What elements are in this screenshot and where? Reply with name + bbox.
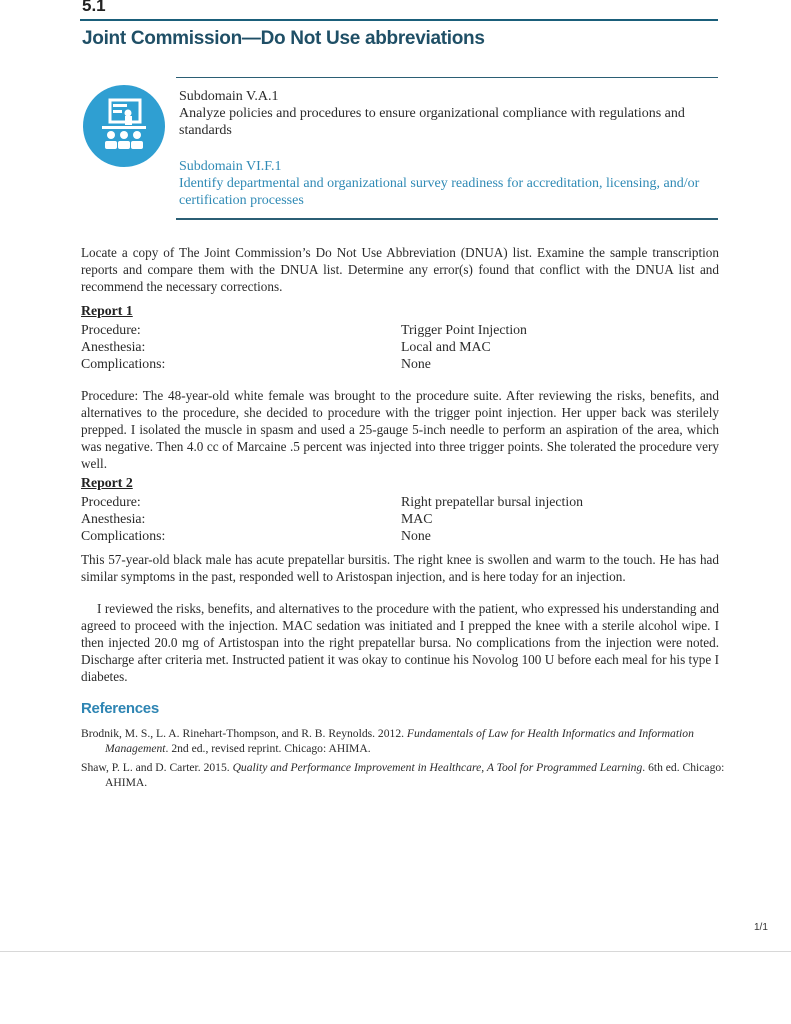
subdomain-top-divider: [176, 77, 718, 78]
field-label: Procedure:: [81, 322, 141, 337]
field-label: Anesthesia:: [81, 511, 146, 526]
subdomain-bottom-divider: [176, 218, 718, 220]
reference-authors: Brodnik, M. S., L. A. Rinehart-Thompson, and R. B. Reynolds. 2012.: [81, 727, 407, 740]
subdomain-block: [179, 88, 709, 139]
field-label: Procedure:: [81, 494, 141, 509]
report-2-heading: Report 2: [81, 475, 133, 490]
section-number: 5.1: [82, 0, 106, 15]
field-value: Right prepatellar bursal injection: [401, 494, 583, 509]
report-1-fields: [81, 321, 721, 372]
reference-entry: [81, 760, 745, 790]
field-label: Complications:: [81, 528, 166, 543]
reference-title: Fundamentals of Law for Health Informatics and Information Management: [105, 727, 694, 755]
reference-entry: [81, 726, 745, 756]
field-row: [81, 527, 721, 544]
page-bottom-edge: [0, 951, 791, 952]
field-row: [81, 493, 721, 510]
subdomain-text: Analyze policies and procedures to ensure organizational compliance with regulations and standards: [179, 106, 685, 138]
reference-publication: . 6th ed. Chicago: AHIMA.: [105, 761, 725, 789]
classroom-presentation-icon: [83, 85, 165, 167]
report-2-fields: [81, 493, 721, 544]
field-row: [81, 338, 721, 355]
report-1-body: Procedure: The 48-year-old white female was brought to the procedure suite. After reviewing the risks, benefits, and alternatives to the procedure, she decided to procedure with the trigger point injection. Her upper back was sterilely prepped. I isolated the muscle in spasm and used a 25-gauge 5-inch needle to perform an aspiration of the area, which was negative. Then 4.0 cc of Marcaine .5 percent was injected into three trigger points. She tolerated the procedure very well.: [81, 388, 719, 471]
reference-publication: . 2nd ed., revised reprint. Chicago: AHIMA.: [165, 742, 371, 755]
report-2-body-paragraph: This 57-year-old black male has acute prepatellar bursitis. The right knee is swollen and warm to the touch. He has had similar symptoms in the past, responded well to Aristospan injection, and is here today for an injection.: [81, 552, 719, 584]
field-value: Trigger Point Injection: [401, 322, 527, 337]
subdomain-block: [179, 158, 709, 209]
page-counter: 1/1: [754, 922, 768, 933]
subdomain-text: Identify departmental and organizational survey readiness for accreditation, licensing, and/or certification processes: [179, 176, 700, 208]
field-label: Anesthesia:: [81, 339, 146, 354]
subdomain-title: Subdomain VI.F.1: [179, 159, 282, 174]
field-row: [81, 510, 721, 527]
field-label: Complications:: [81, 356, 166, 371]
field-value: MAC: [401, 511, 433, 526]
top-divider: [80, 19, 718, 21]
field-value: None: [401, 356, 431, 371]
field-value: None: [401, 528, 431, 543]
intro-paragraph: Locate a copy of The Joint Commission’s Do Not Use Abbreviation (DNUA) list. Examine the sample transcription reports and compare them with the DNUA list. Determine any error(s) found that conflict with the DNUA list and recommend the necessary corrections.: [81, 245, 719, 294]
reference-authors: Shaw, P. L. and D. Carter. 2015.: [81, 761, 233, 774]
field-value: Local and MAC: [401, 339, 491, 354]
page-title: Joint Commission—Do Not Use abbreviations: [82, 28, 485, 49]
field-row: [81, 355, 721, 372]
subdomain-title: Subdomain V.A.1: [179, 89, 279, 104]
report-2-body-paragraph: I reviewed the risks, benefits, and alternatives to the procedure with the patient, who expressed his understanding and agreed to proceed with the injection. MAC sedation was initiated and I prepped the knee with a sterile alcohol wipe. I then injected 20.0 mg of Artistospan into the right prepatellar bursa. No complications from the injection were noted. Discharge after criteria met. Instructed patient it was okay to continue his Novolog 100 U before each meal for his type I diabetes.: [81, 601, 719, 684]
references-heading: References: [81, 700, 159, 717]
field-row: [81, 321, 721, 338]
report-1-heading: Report 1: [81, 303, 133, 318]
reference-title: Quality and Performance Improvement in Healthcare, A Tool for Programmed Learning: [232, 761, 643, 774]
